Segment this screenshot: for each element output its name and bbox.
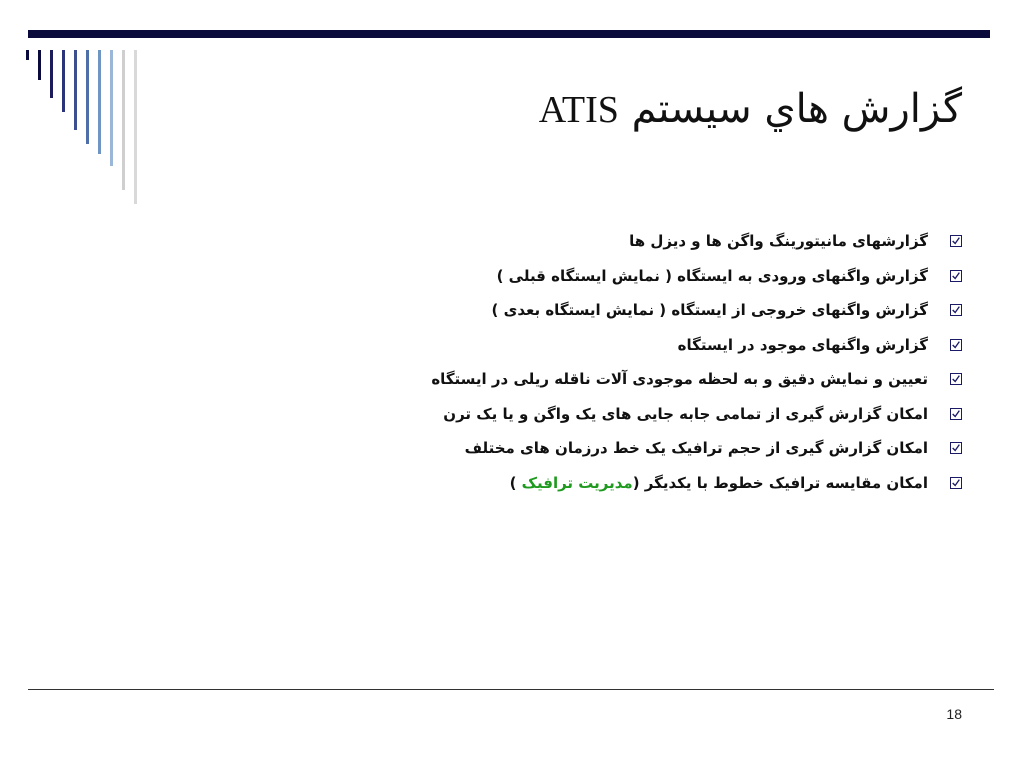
slide-title <box>539 86 962 132</box>
bullet-item <box>262 259 962 294</box>
bottom-divider <box>28 689 994 690</box>
checkbox-icon <box>950 270 962 282</box>
bullet-text-prefix: امکان مقایسه ترافیک خطوط با یکدیگر ( <box>632 473 928 492</box>
bullet-text <box>510 474 928 492</box>
slide-title-farsi: گزارش هاي سيستم <box>631 86 962 132</box>
checkbox-icon <box>950 304 962 316</box>
bullet-text-suffix: ) <box>509 473 522 492</box>
checkbox-icon <box>950 373 962 385</box>
stripe-3 <box>50 50 53 98</box>
checkbox-icon <box>950 235 962 247</box>
traffic-management-highlight: مدیریت ترافیک <box>521 473 633 492</box>
stripe-9 <box>122 50 125 190</box>
bullet-text: امکان گزارش گیری از تمامی جابه جایی های یک واگن و یا یک ترن <box>443 404 928 423</box>
bullet-item <box>262 466 962 501</box>
bullet-item <box>262 328 962 363</box>
slide-title-latin: ATIS <box>538 89 619 131</box>
bullet-item <box>262 293 962 328</box>
stripe-5 <box>74 50 77 130</box>
decorative-stripes <box>26 50 176 210</box>
stripe-10 <box>134 50 137 204</box>
checkbox-icon <box>950 408 962 420</box>
stripe-7 <box>98 50 101 154</box>
stripe-6 <box>86 50 89 144</box>
stripe-4 <box>62 50 65 112</box>
stripe-1 <box>26 50 29 60</box>
bullet-item <box>262 397 962 432</box>
stripe-2 <box>38 50 41 80</box>
stripe-8 <box>110 50 113 166</box>
checkbox-icon <box>950 339 962 351</box>
bullet-item <box>262 362 962 397</box>
bullet-text: گزارش واگنهای خروجی از ایستگاه ( نمایش ایستگاه بعدی ) <box>491 301 928 320</box>
bullet-item <box>262 224 962 259</box>
top-header-bar <box>28 30 990 38</box>
checkbox-icon <box>950 477 962 489</box>
bullet-text: امکان گزارش گیری از حجم ترافیک یک خط درزمان های مختلف <box>464 439 928 458</box>
bullet-text: گزارش واگنهای موجود در ایستگاه <box>677 335 928 354</box>
bullet-list <box>262 224 962 500</box>
bullet-item <box>262 431 962 466</box>
checkbox-icon <box>950 442 962 454</box>
bullet-text: تعیین و نمایش دقیق و به لحظه موجودی آلات ناقله ریلی در ایستگاه <box>431 370 928 389</box>
bullet-text: گزارش واگنهای ورودی به ایستگاه ( نمایش ایستگاه قبلی ) <box>496 266 928 285</box>
page-number: 18 <box>946 706 962 722</box>
bullet-text: گزارشهای مانیتورینگ واگن ها و دیزل ها <box>629 232 928 251</box>
